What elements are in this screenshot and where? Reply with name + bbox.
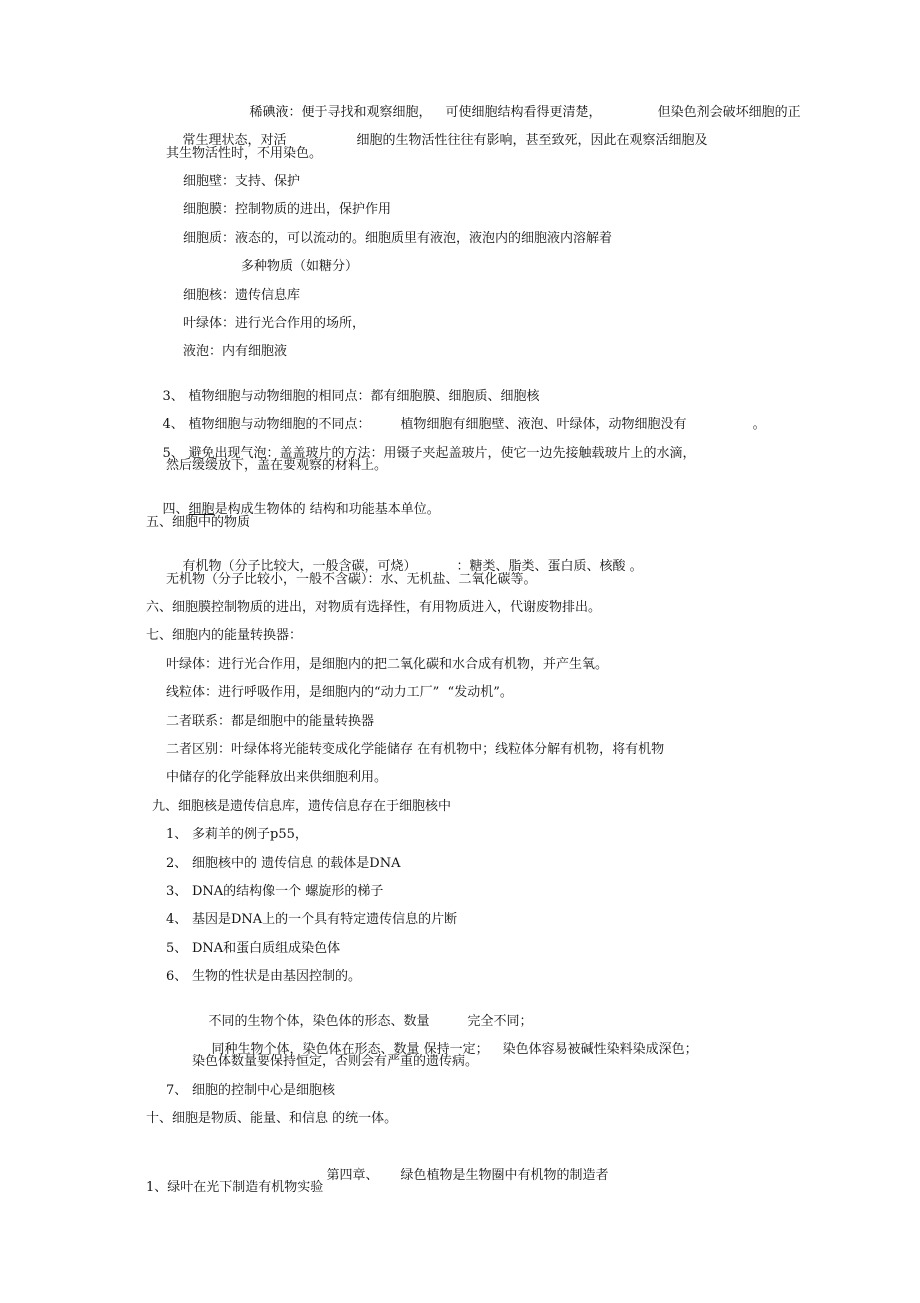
text-line <box>183 231 612 247</box>
subsection-heading <box>146 1180 323 1196</box>
text-segment: 可使细胞结构看得更清楚， <box>445 105 602 120</box>
text-segment: 十、细胞是物质、能量、和信息 的统一体。 <box>146 1111 398 1126</box>
text-line <box>166 146 322 162</box>
section-heading <box>146 515 250 531</box>
text-segment: 生物的性状是由基因控制的。 <box>192 969 362 984</box>
list-item <box>166 1083 335 1099</box>
underlined-term: 细胞 <box>188 502 215 517</box>
text-segment: 细胞核：遗传信息库 <box>183 288 301 303</box>
text-line <box>166 572 537 588</box>
list-number: 6、 <box>166 969 188 984</box>
text-segment: 细胞的控制中心是细胞核 <box>192 1083 336 1098</box>
list-item <box>166 827 308 843</box>
text-segment: 六、细胞膜控制物质的进出，对物质有选择性，有用物质进入，代谢废物排出。 <box>146 600 602 615</box>
text-segment: 但染色剂会破坏细胞的正 <box>657 105 801 120</box>
text-segment: DNA和蛋白质组成染色体 <box>192 941 341 956</box>
text-segment: 基因是DNA上的一个具有特定遗传信息的片断 <box>192 912 458 927</box>
text-segment: 不同的生物个体，染色体的形态、数量 <box>208 1014 430 1029</box>
text-segment: 多莉羊的例子p55， <box>192 827 308 842</box>
text-segment: 避免出现气泡：盖盖玻片的方法：用镊子夹起盖玻片，使它一边先接触载玻片上的水滴， <box>188 446 696 461</box>
text-segment: 完全不同； <box>467 1014 533 1029</box>
text-segment: 1、绿叶在光下制造有机物实验 <box>146 1180 324 1195</box>
text-segment: 九、细胞核是遗传信息库，遗传信息存在于细胞核中 <box>152 799 452 814</box>
list-number: 3、 <box>162 389 184 404</box>
text-segment: 线粒体：进行呼吸作用，是细胞内的“动力工厂” “发动机”。 <box>166 685 513 700</box>
text-segment: 植物细胞与动物细胞的不同点： <box>188 417 371 432</box>
text-line <box>183 288 300 304</box>
text-segment: 植物细胞有细胞壁、液泡、叶绿体，动物细胞没有 <box>400 417 687 432</box>
list-number: 5、 <box>162 446 184 461</box>
text-segment: 中储存的化学能释放出来供细胞利用。 <box>166 770 388 785</box>
text-segment: 然后缓缓放下，盖在要观察的材料上。 <box>166 458 388 473</box>
list-item <box>166 912 457 928</box>
list-item <box>166 969 361 985</box>
section-heading <box>146 628 302 644</box>
text-line <box>183 174 300 190</box>
list-number: 4、 <box>166 912 188 927</box>
text-segment: 五、细胞中的物质 <box>146 515 251 530</box>
text-segment: 四、 <box>162 502 189 517</box>
text-segment: 细胞的生物活性往往有影响，甚至致死，因此在观察活细胞及 <box>356 133 708 148</box>
text-segment: 细胞壁：支持、保护 <box>183 174 301 189</box>
text-line <box>166 714 374 730</box>
text-line <box>183 316 365 332</box>
text-segment: 植物细胞与动物细胞的相同点：都有细胞膜、细胞质、细胞核 <box>188 389 540 404</box>
text-segment: 液泡：内有细胞液 <box>183 344 288 359</box>
text-segment: ：糖类、脂类、蛋白质、核酸 。 <box>456 559 643 574</box>
text-segment: 是构成生物体的 结构和功能基本单位。 <box>214 502 440 517</box>
text-segment: 有机物（分子比较大，一般含碳，可烧） <box>182 559 417 574</box>
text-segment: 多种物质（如糖分） <box>241 259 359 274</box>
text-line <box>166 685 513 701</box>
text-line <box>166 742 664 758</box>
list-item <box>166 884 383 900</box>
text-segment: 细胞核中的 遗传信息 的载体是DNA <box>192 856 401 871</box>
text-segment: 无机物（分子比较小，一般不含碳）：水、无机盐、二氧化碳等。 <box>166 572 537 587</box>
text-segment: 二者联系：都是细胞中的能量转换器 <box>166 714 375 729</box>
list-number: 2、 <box>166 856 188 871</box>
chapter-number: 第四章、 <box>326 1168 379 1183</box>
text-segment: 。 <box>752 417 766 432</box>
text-line <box>183 344 287 360</box>
list-item <box>166 856 400 872</box>
list-number: 5、 <box>166 941 188 956</box>
list-number: 3、 <box>166 884 188 899</box>
text-line <box>192 1054 478 1070</box>
text-segment: 叶绿体：进行光合作用，是细胞内的把二氧化碳和水合成有机物，并产生氧。 <box>166 657 609 672</box>
section-heading <box>146 600 601 616</box>
text-segment: 细胞质：液态的，可以流动的。细胞质里有液泡，液泡内的细胞液内溶解着 <box>183 231 613 246</box>
text-segment: DNA的结构像一个 螺旋形的梯子 <box>192 884 384 899</box>
text-line <box>183 202 391 218</box>
text-segment: 细胞膜：控制物质的进出，保护作用 <box>183 202 392 217</box>
text-segment: 染色体容易被碱性染料染成深色； <box>502 1042 698 1057</box>
text-segment: 同种生物个体，染色体在形态、数量 保持一定； <box>211 1042 489 1057</box>
text-line <box>166 657 608 673</box>
text-segment: 常生理状态，对活 <box>182 133 287 148</box>
chapter-name: 绿色植物是生物圈中有机物的制造者 <box>400 1168 609 1183</box>
text-segment: 七、细胞内的能量转换器： <box>146 628 303 643</box>
text-line <box>166 770 387 786</box>
text-segment: 稀碘液：便于寻找和观察细胞， <box>249 105 432 120</box>
chapter-title <box>310 1152 609 1200</box>
list-number: 1、 <box>166 827 188 842</box>
text-segment: 叶绿体：进行光合作用的场所， <box>183 316 366 331</box>
text-segment: 其生物活性时，不用染色。 <box>166 146 323 161</box>
section-heading <box>146 1111 397 1127</box>
text-line <box>166 458 387 474</box>
text-segment: 二者区别：叶绿体将光能转变成化学能储存 在有机物中；线粒体分解有机物，将有机物 <box>166 742 665 757</box>
section-heading <box>152 799 451 815</box>
list-item <box>166 941 340 957</box>
list-number: 7、 <box>166 1083 188 1098</box>
text-line <box>241 259 358 275</box>
list-number: 4、 <box>162 417 184 432</box>
text-segment: 染色体数量要保持恒定，否则会有严重的遗传病。 <box>192 1054 479 1069</box>
